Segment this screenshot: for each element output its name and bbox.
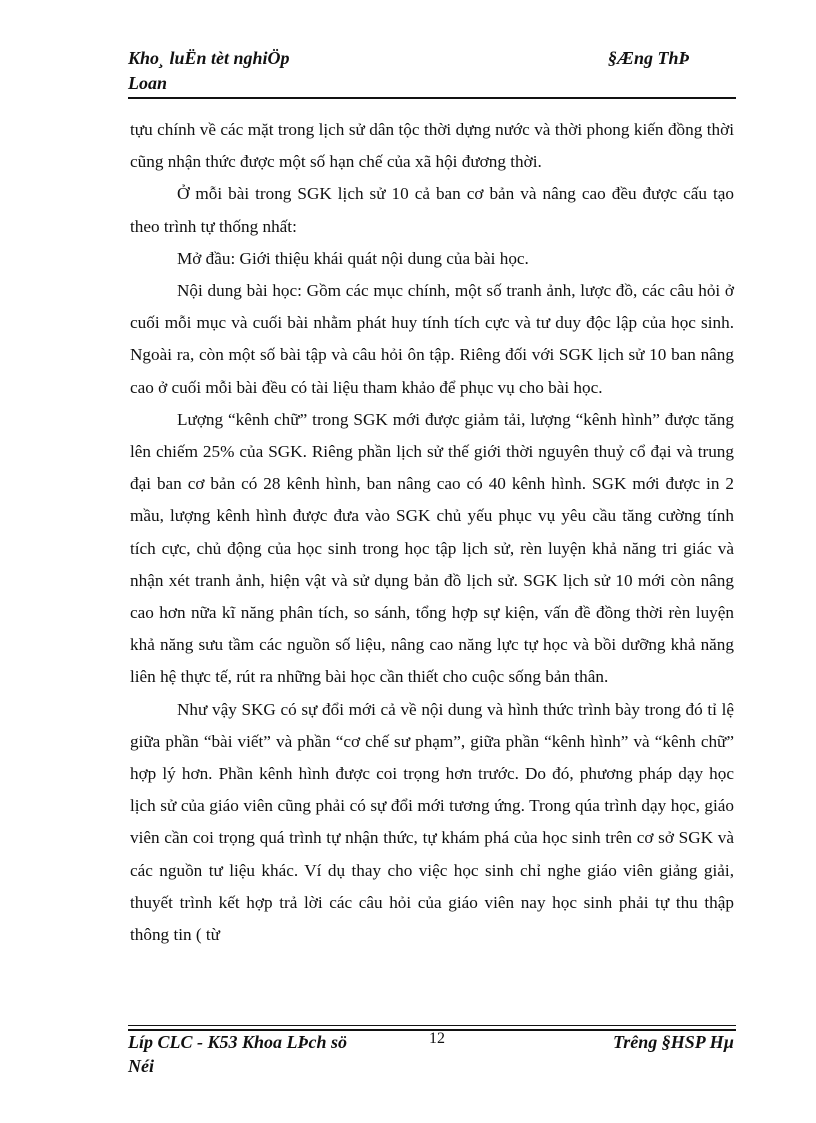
class-label-continued: Néi bbox=[128, 1056, 154, 1076]
paragraph: tựu chính về các mặt trong lịch sử dân tộc thời dựng nước và thời phong kiến đồng thời cũng nhận thức được một số hạn chế của xã hội đương thời. bbox=[130, 120, 734, 172]
author-name: §Æng ThÞ bbox=[608, 48, 690, 68]
header-rule bbox=[128, 97, 736, 99]
paragraph: Như vậy SKG có sự đổi mới cả về nội dung và hình thức trình bày trong đó tỉ lệ giữa phần “bài viết” và phần “cơ chế sư phạm”, giữa phần “kênh hình” và “kênh chữ” hợp lý hơn. Phần kênh hình được coi trọng hơn trước. Do đó, phương pháp dạy học lịch sử của giáo viên cũng phải có sự đổi mới tương ứng. Trong qúa trình dạy học, giáo viên cần coi trọng quá trình tự nhận thức, tự khám phá của học sinh trên cơ sở SGK và các nguồn tư liệu khác. Ví dụ thay cho việc học sinh chỉ nghe giáo viên giảng giải, thuyết trình kết hợp trả lời các câu hỏi của giáo viên nay học sinh phải tự thu thập thông tin ( từ bbox=[130, 699, 734, 945]
page-header bbox=[128, 48, 734, 96]
page-footer bbox=[128, 1030, 736, 1080]
paragraph: Nội dung bài học: Gồm các mục chính, một số tranh ảnh, lược đồ, các câu hỏi ở cuối mỗi mục và cuối bài nhằm phát huy tính tích cực và tư duy độc lập của học sinh. Ngoài ra, còn một số bài tập và câu hỏi ôn tập. Riêng đối với SGK lịch sử 10 ban nâng cao ở cuối mỗi bài đều có tài liệu tham khảo để phục vụ cho bài học. bbox=[130, 281, 734, 397]
paragraph: Mở đầu: Giới thiệu khái quát nội dung của bài học. bbox=[177, 248, 529, 268]
page-number: 12 bbox=[429, 1030, 445, 1047]
paragraph: Lượng “kênh chữ” trong SGK mới được giảm tải, lượng “kênh hình” được tăng lên chiếm 25% của SGK. Riêng phần lịch sử thế giới thời nguyên thuỷ cổ đại và trung đại ban cơ bản có 28 kênh hình, ban nâng cao có 40 kênh hình. SGK mới được in 2 mầu, lượng kênh hình được đưa vào SGK chủ yếu phục vụ yêu cầu tăng cường tính tích cực, chủ động của học sinh trong học tập lịch sử, rèn luyện khả năng tri giác và nhận xét tranh ảnh, hiện vật và sử dụng bản đồ lịch sử. SGK lịch sử 10 mới còn nâng cao hơn nữa kĩ năng phân tích, so sánh, tổng hợp sự kiện, vấn đề đồng thời rèn luyện khả năng sưu tầm các nguồn số liệu, nâng cao năng lực tự học và bồi dưỡng khả năng liên hệ thực tế, rút ra những bài học cần thiết cho cuộc sống bản thân. bbox=[130, 409, 734, 687]
class-label: Líp CLC - K53 Khoa LÞch sö bbox=[128, 1032, 348, 1052]
school-name: Trêng §HSP Hµ bbox=[612, 1032, 734, 1052]
footer-rule-thin bbox=[128, 1025, 736, 1026]
body-text bbox=[130, 114, 734, 951]
paragraph: Ở mỗi bài trong SGK lịch sử 10 cả ban cơ bản và nâng cao đều được cấu tạo theo trình tự thống nhất: bbox=[130, 184, 734, 236]
thesis-title: Kho¸ luËn tèt nghiÖp bbox=[128, 48, 290, 68]
author-name-continued: Loan bbox=[128, 73, 168, 93]
